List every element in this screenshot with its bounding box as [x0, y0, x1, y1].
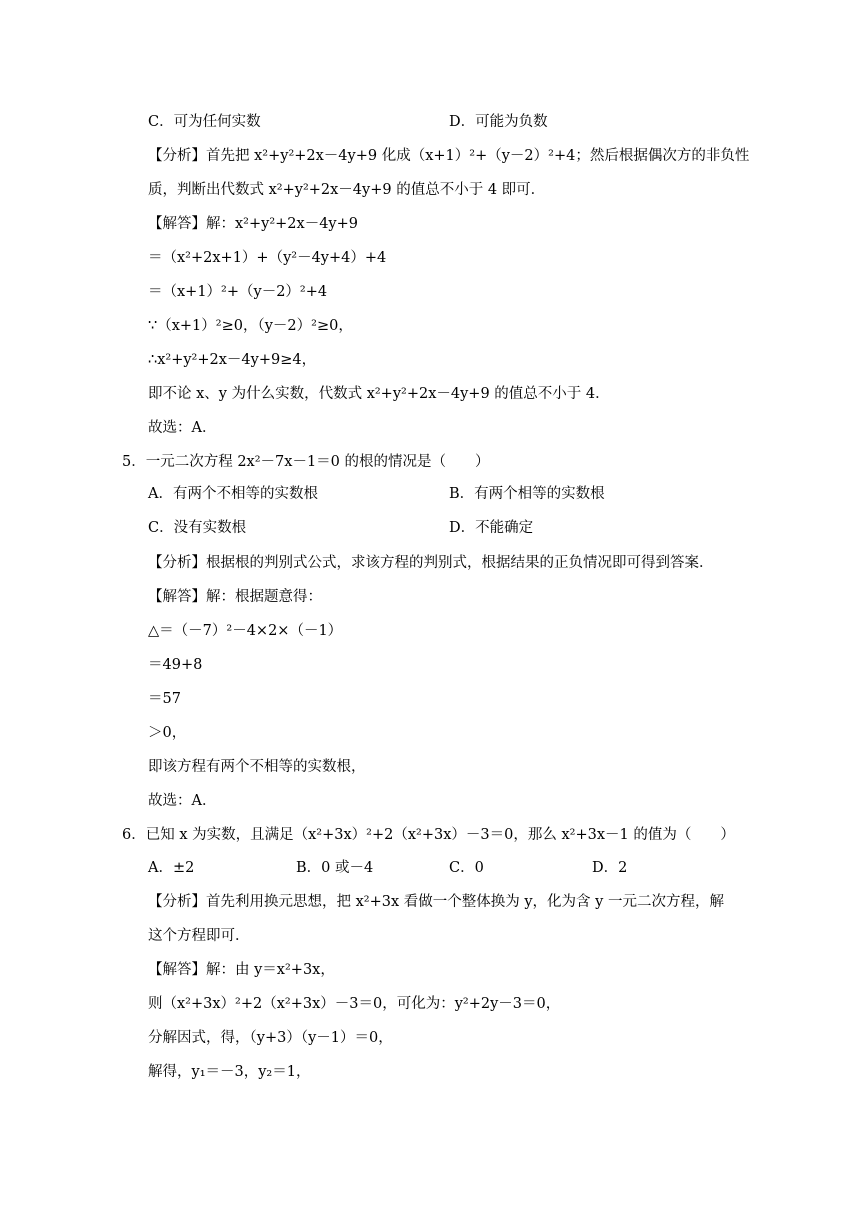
- solution-step: 解得，y₁＝－3，y₂＝1，: [148, 1064, 311, 1080]
- analysis-text-cont: 这个方程即可．: [148, 928, 250, 944]
- question-5: 5．一元二次方程 2x²－7x－1＝0 的根的情况是（ ）: [122, 454, 490, 470]
- solution-step: ＝49+8: [148, 657, 203, 673]
- solution-step: 则（x²+3x）²+2（x²+3x）－3＝0，可化为：y²+2y－3＝0，: [148, 996, 561, 1012]
- solution-text: 【解答】解：根据题意得：: [148, 589, 322, 605]
- solution-step: ＞0，: [148, 725, 187, 741]
- solution-step: ＝（x²+2x+1）+（y²－4y+4）+4: [148, 250, 387, 266]
- option-d: D．可能为负数: [449, 114, 548, 130]
- analysis-text: 【分析】首先把 x²+y²+2x－4y+9 化成（x+1）²+（y－2）²+4；然后根据偶次方的非负性: [148, 148, 750, 164]
- analysis-text-cont: 质，判断出代数式 x²+y²+2x－4y+9 的值总不小于 4 即可．: [148, 182, 546, 198]
- solution-step: ＝（x+1）²+（y－2）²+4: [148, 284, 328, 300]
- solution-step: ∵（x+1）²≥0，（y－2）²≥0，: [148, 318, 353, 334]
- option-c: C．没有实数根: [148, 520, 247, 536]
- solution-step: ∴x²+y²+2x－4y+9≥4，: [148, 352, 317, 368]
- option-d: D．2: [592, 860, 628, 876]
- option-b: B．有两个相等的实数根: [449, 486, 605, 502]
- solution-conclusion: 即不论 x、y 为什么实数，代数式 x²+y²+2x－4y+9 的值总不小于 4．: [148, 386, 610, 402]
- option-a: A．±2: [148, 860, 195, 876]
- solution-text: 【解答】解：x²+y²+2x－4y+9: [148, 216, 358, 232]
- question-6: 6．已知 x 为实数，且满足（x²+3x）²+2（x²+3x）－3＝0，那么 x²+3x－1 的值为（ ）: [122, 827, 735, 843]
- option-b: B．0 或－4: [296, 860, 374, 876]
- solution-step: △＝（－7）²－4×2×（－1）: [148, 623, 343, 639]
- option-c: C．可为任何实数: [148, 114, 261, 130]
- option-c: C．0: [449, 860, 484, 876]
- analysis-text: 【分析】首先利用换元思想，把 x²+3x 看做一个整体换为 y，化为含 y 一元二次方程，解: [148, 894, 724, 910]
- answer-choice: 故选：A．: [148, 420, 217, 436]
- solution-text: 【解答】解：由 y＝x²+3x，: [148, 962, 335, 978]
- option-d: D．不能确定: [449, 520, 534, 536]
- answer-choice: 故选：A．: [148, 793, 217, 809]
- solution-step: 分解因式，得，（y+3）（y－1）＝0，: [148, 1030, 393, 1046]
- solution-conclusion: 即该方程有两个不相等的实数根，: [148, 759, 366, 775]
- option-a: A．有两个不相等的实数根: [148, 486, 318, 502]
- analysis-text: 【分析】根据根的判别式公式，求该方程的判别式，根据结果的正负情况即可得到答案．: [148, 555, 714, 571]
- solution-step: ＝57: [148, 691, 181, 707]
